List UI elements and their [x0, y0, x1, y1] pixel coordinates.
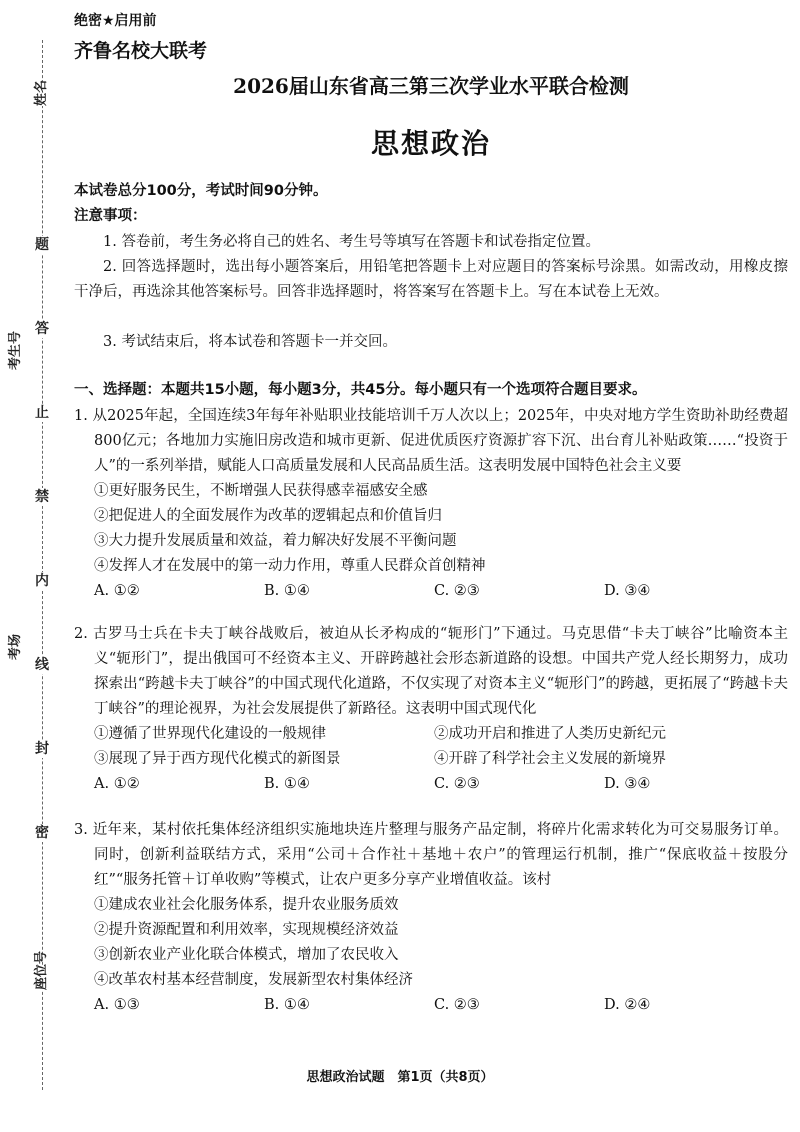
choice-a: A. ①②	[94, 776, 140, 792]
choice-c: C. ②③	[434, 997, 480, 1013]
seal-char: 答	[32, 320, 52, 338]
answer-choices	[74, 993, 788, 1018]
section-title: 一、选择题：本题共15小题，每小题3分，共45分。每小题只有一个选项符合题目要求。	[74, 382, 647, 398]
option-row	[74, 722, 788, 747]
notice-item: 3. 考试结束后，将本试卷和答题卡一并交回。	[103, 334, 397, 350]
statement-option: ①更好服务民生，不断增强人民获得感幸福感安全感	[94, 483, 428, 499]
statement-option: ③大力提升发展质量和效益，着力解决好发展不平衡问题	[94, 533, 457, 549]
choice-a: A. ①③	[94, 997, 140, 1013]
exam-title: 2026届山东省高三第三次学业水平联合检测	[233, 74, 629, 98]
choice-b: B. ①④	[264, 776, 310, 792]
seal-char: 题	[32, 236, 52, 254]
answer-choices	[74, 772, 788, 797]
question-1	[74, 404, 788, 604]
score-info: 本试卷总分100分，考试时间90分钟。	[74, 183, 328, 199]
candidate-number-label: 考生号	[8, 330, 23, 370]
choice-b: B. ①④	[264, 583, 310, 599]
notice-item: 1. 答卷前，考生务必将自己的姓名、考生号等填写在答题卡和试卷指定位置。	[103, 234, 600, 250]
choice-d: D. ③④	[604, 776, 651, 792]
choice-d: D. ③④	[604, 583, 651, 599]
statement-option: ①建成农业社会化服务体系，提升农业服务质效	[94, 897, 399, 913]
notice-item: 2. 回答选择题时，选出每小题答案后，用铅笔把答题卡上对应题目的答案标号涂黑。如需改动，用橡皮擦干净后，再选涂其他答案标号。回答非选择题时，将答案写在答题卡上。写在本试卷上无效。	[74, 259, 788, 300]
statement-option: ③展现了异于西方现代化模式的新图景	[94, 751, 341, 767]
choice-c: C. ②③	[434, 776, 480, 792]
statement-option: ④改革农村基本经营制度，发展新型农村集体经济	[94, 972, 413, 988]
question-2	[74, 622, 788, 797]
notice-heading: 注意事项：	[74, 208, 147, 224]
question-3	[74, 818, 788, 1018]
answer-choices	[74, 579, 788, 604]
exam-room-label: 考场	[8, 633, 23, 660]
alliance-name: 齐鲁名校大联考	[74, 40, 208, 62]
statement-option: ②提升资源配置和利用效率，实现规模经济效益	[94, 922, 399, 938]
name-label: 姓名	[34, 79, 49, 106]
choice-c: C. ②③	[434, 583, 480, 599]
seat-number-label: 座位号	[34, 950, 49, 990]
statement-option: ①遵循了世界现代化建设的一般规律	[94, 726, 326, 742]
question-stem: 3. 近年来，某村依托集体经济组织实施地块连片整理与服务产品定制，将碎片化需求转化为可交易服务订单。同时，创新利益联结方式，采用“公司＋合作社＋基地＋农户”的管理运行机制，推广“保底收益＋按股分红”“服务托管＋订单收购”等模式，让农户更多分享产业增值收益。该村	[74, 822, 788, 888]
question-stem: 1. 从2025年起，全国连续3年每年补贴职业技能培训千万人次以上；2025年，中央对地方学生资助补助经费超800亿元；各地加力实施旧房改造和城市更新、促进优质医疗资源扩容下沉、出台育儿补贴政策……“投资于人”的一系列举措，赋能人口高质量发展和人民高品质生活。这表明发展中国特色社会主义要	[74, 408, 788, 474]
statement-option: ④发挥人才在发展中的第一动力作用，尊重人民群众首创精神	[94, 558, 486, 574]
subject-title: 思想政治	[370, 127, 491, 160]
seal-char: 止	[32, 404, 52, 422]
seal-line	[42, 40, 43, 1090]
question-stem: 2. 古罗马士兵在卡夫丁峡谷战败后，被迫从长矛构成的“轭形门”下通过。马克思借“卡夫丁峡谷”比喻资本主义“轭形门”，提出俄国可不经资本主义、开辟跨越社会形态新道路的设想。中国共产党人经长期努力，成功探索出“跨越卡夫丁峡谷”的中国式现代化道路，不仅实现了对资本主义“轭形门”的跨越，更拓展了“跨越卡夫丁峡谷”的理论视界，为社会发展提供了新路径。这表明中国式现代化	[74, 626, 788, 717]
statement-option: ②把促进人的全面发展作为改革的逻辑起点和价值旨归	[94, 508, 442, 524]
seal-char: 封	[32, 740, 52, 758]
seal-char: 禁	[32, 488, 52, 506]
choice-d: D. ②④	[604, 997, 651, 1013]
statement-option: ③创新农业产业化联合体模式，增加了农民收入	[94, 947, 399, 963]
seal-char: 内	[32, 572, 52, 590]
secret-mark: 绝密★启用前	[74, 13, 157, 29]
page-footer: 思想政治试题 第1页（共8页）	[306, 1070, 494, 1085]
choice-b: B. ①④	[264, 997, 310, 1013]
statement-option: ④开辟了科学社会主义发展的新境界	[434, 751, 666, 767]
binding-margin	[0, 0, 60, 1132]
seal-char: 线	[32, 656, 52, 674]
option-row	[74, 747, 788, 772]
choice-a: A. ①②	[94, 583, 140, 599]
seal-char: 密	[32, 824, 52, 842]
statement-option: ②成功开启和推进了人类历史新纪元	[434, 726, 666, 742]
